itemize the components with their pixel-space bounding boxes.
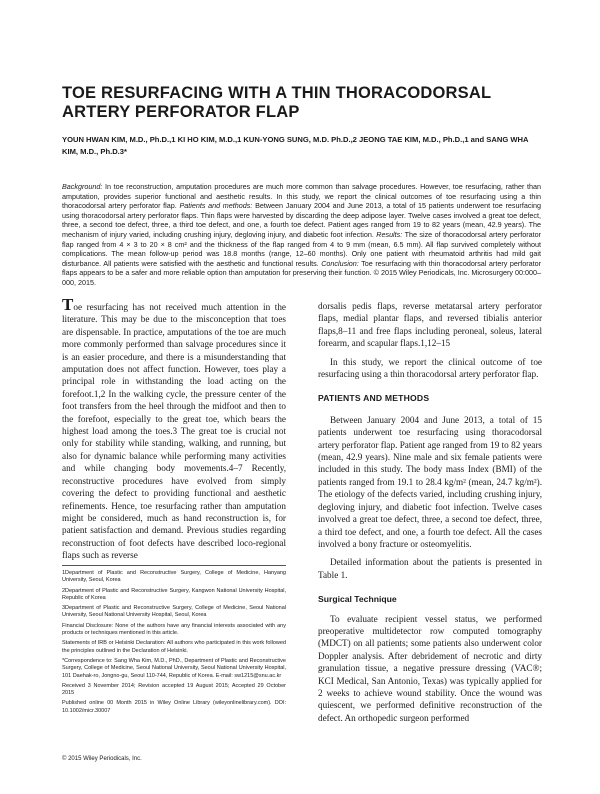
methods-paragraph: Between January 2004 and June 2013, a total of 15 patients underwent toe resurfacing using thoracodorsal artery perforator flap. Patient age ranged from 19 to 82 years (mean, 42.9 years). Nine male and six female patients were included in this study. The body mass Index (BMI) of the patients ranged from 19.1 to 28.4 kg/m² (mean, 24.7 kg/m²). The etiology of the defects varied, including crushing injury, degloving injury, and diabetic foot infection. Twelve cases involved a great toe defect, three, a second toe defect, three, a third toe defect, and one, a fourth toe defect. All the cases involved a bony fracture or osteomyelitis.: [318, 414, 542, 549]
left-column: [62, 295, 286, 562]
drop-cap: T: [62, 295, 74, 314]
study-aim: In this study, we report the clinical outcome of toe resurfacing using a thin thoracodorsal artery perforator flap.: [318, 356, 542, 380]
surgical-technique-heading: Surgical Technique: [318, 594, 397, 605]
methods-heading: PATIENTS AND METHODS: [318, 393, 430, 404]
intro-text: oe resurfacing has not received much attention in the literature. This may be due to the misconception that toes are dispensable. In practice, amputations of the toe are much more commonly performed than salvage procedures since it is an easier procedure, and there is a misunderstanding that amputation does not affect function. However, toes play a principal role in withstanding the load acting on the forefoot.1,2 In the walking cycle, the pressure center of the foot transfers from the heel through the midfoot and then to the forefoot, especially to the great toe, which bears the highest load among the toes.3 The great toe is crucial not only for stability while standing, walking, and running, but also for dynamic balance while performing many activities and while changing body movements.4–7 Recently, reconstructive procedures have evolved from simply covering the defect to providing functional and aesthetic refinements. Hence, toe resurfacing rather than amputation might be considered, much as hand reconstruction is, for patient satisfaction and demand. Previous studies regarding reconstruction of foot defects have described loco-regional flaps such as reverse: [62, 302, 286, 561]
footnote-affiliation-1: 1Department of Plastic and Reconstructive Surgery, College of Medicine, Hanyang University, Seoul, Korea: [62, 570, 286, 584]
abstract-results-label: Results:: [376, 229, 403, 239]
abstract-methods-label: Patients and methods:: [179, 201, 253, 211]
intro-paragraph: [62, 295, 286, 562]
footnote-publication-info: Published online 00 Month 2015 in Wiley Online Library (wileyonlinelibrary.com). DOI: 10.1002/micr.30007: [62, 700, 286, 714]
footnote-received-dates: Received 3 November 2014; Revision accepted 19 August 2015; Accepted 29 October 2015: [62, 682, 286, 697]
abstract: [62, 182, 541, 288]
footnote-irb-statement: Statements of IRB or Helsinki Declaration: All authors who participated in this work followed the principles outlined in the Declaration of Helsinki.: [62, 640, 286, 654]
abstract-background-label: Background:: [62, 182, 103, 191]
footnote-financial-disclosure: Financial Disclosure: None of the authors have any financial interests associated with any products or techniques mentioned in this article.: [62, 622, 286, 637]
author-list: YOUN HWAN KIM, M.D., Ph.D.,1 KI HO KIM, M.D.,1 KUN-YONG SUNG, M.D. Ph.D.,2 JEONG TAE KIM, M.D., Ph.D.,1 and SANG WHA KIM, M.D., Ph.D.3*: [62, 135, 529, 156]
abstract-conclusion: Toe resurfacing with thin thoracodorsal artery perforator flaps appears to be a safer and more reliable option than amputation for preserving their function. © 2015 Wiley Periodicals, Inc. Microsurgery 00:000–000, 2015.: [62, 258, 542, 287]
footnote-affiliation-3: 3Department of Plastic and Reconstructive Surgery, College of Medicine, Seoul National University, Seoul National University Hospital, Seoul, Korea: [62, 605, 286, 619]
intro-continued: dorsalis pedis flaps, reverse metatarsal artery perforator flaps, medial plantar flaps, and reversed tibialis anterior flaps,8–11 and free flaps including peroneal, soleus, lateral forearm, and scapular flaps.1,12–15: [318, 301, 542, 349]
article-title: TOE RESURFACING WITH A THIN THORACODORSAL ARTERY PERFORATOR FLAP: [62, 84, 491, 121]
footnote-affiliation-2: 2Department of Plastic and Reconstructive Surgery, Kangwon National University Hospital, Republic of Korea: [62, 587, 286, 601]
abstract-conclusion-label: Conclusion:: [321, 258, 359, 268]
surgical-technique-paragraph: To evaluate recipient vessel status, we performed preoperative multidetector row computed tomography (MDCT) on all patients; some patients also underwent color Doppler analysis. After debridement of necrotic and dirty granulation tissue, a negative pressure dressing (VAC®; KCI Medical, San Antonio, Texas) was typically applied for 2 weeks to achieve wound stability. Once the wound was quiescent, we performed definitive reconstruction of the defect. An orthopedic surgeon performed: [318, 613, 542, 723]
footnotes: [62, 565, 286, 718]
right-column: [318, 300, 542, 724]
abstract-methods: Between January 2004 and June 2013, a total of 15 patients underwent toe resurfacing using thoracodorsal artery perforator flaps. Thin flaps were harvested by discarding the deep adipose layer. Twelve cases involved a great toe defect, three, a second toe defect, three, a third toe defect, and one, a fourth toe defect. Patient ages ranged from 19 to 82 years (mean, 42.9 years). The mechanism of injury varied, including crushing injury, degloving injury, and diabetic foot infection.: [62, 201, 542, 239]
abstract-background: In toe reconstruction, amputation procedures are much more common than salvage procedures. However, toe resurfacing, rather than amputation, provides superior functional and aesthetic results. In this study, we report the clinical outcomes of toe resurfacing using a thin thoracodorsal artery perforator flap.: [62, 182, 541, 211]
footnote-correspondence: *Correspondence to: Sang Wha Kim, M.D., PhD., Department of Plastic and Reconstructive Surgery, College of Medicine, Seoul National University, Seoul National University Hospital, 101 Daehak-ro, Jongno-gu, Seoul 110-744, Republic of Korea. E-mail: sw1215@snu.ac.kr: [62, 657, 286, 679]
abstract-results: The size of thoracodorsal artery perforator flap ranged from 4 × 3 to 20 × 8 cm² and the thickness of the flap ranged from 4 to 9 mm (mean, 6.5 mm). All flap survived completely without complications. The mean follow-up period was 18.8 months (range, 12–60 months). Only one patient with rheumatoid arthritis had mild gait disturbance. All patients were satisfied with the aesthetic and functional results.: [62, 229, 541, 268]
methods-table-reference: Detailed information about the patients is presented in Table 1.: [318, 557, 542, 580]
copyright-notice: © 2015 Wiley Periodicals, Inc.: [62, 756, 142, 762]
